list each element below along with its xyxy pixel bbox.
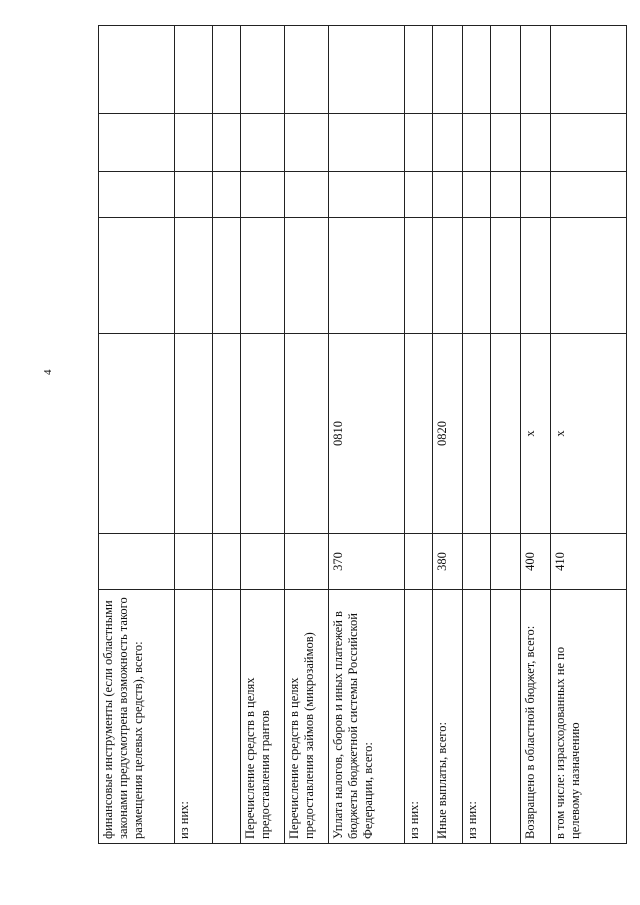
table-row bbox=[405, 26, 433, 844]
table-row bbox=[241, 26, 285, 844]
value-cell bbox=[551, 172, 627, 218]
value-cell bbox=[433, 26, 463, 114]
table-row bbox=[463, 26, 491, 844]
value-cell bbox=[433, 114, 463, 172]
value-cell bbox=[285, 26, 329, 114]
value-cell bbox=[241, 26, 285, 114]
table-row bbox=[213, 26, 241, 844]
row-label: Перечисление средств в целях предоставления грантов bbox=[241, 590, 285, 844]
row-code bbox=[285, 534, 329, 590]
row-kbk: x bbox=[521, 334, 551, 534]
row-code bbox=[175, 534, 213, 590]
value-cell bbox=[285, 218, 329, 334]
value-cell bbox=[405, 114, 433, 172]
value-cell bbox=[433, 172, 463, 218]
value-cell bbox=[491, 114, 521, 172]
row-kbk bbox=[405, 334, 433, 534]
value-cell bbox=[463, 218, 491, 334]
value-cell bbox=[213, 114, 241, 172]
row-label: из них: bbox=[175, 590, 213, 844]
value-cell bbox=[241, 114, 285, 172]
value-cell bbox=[99, 218, 175, 334]
value-cell bbox=[213, 172, 241, 218]
value-cell bbox=[329, 172, 405, 218]
value-cell bbox=[329, 26, 405, 114]
report-table bbox=[98, 26, 626, 844]
value-cell bbox=[329, 114, 405, 172]
row-kbk bbox=[463, 334, 491, 534]
value-cell bbox=[551, 26, 627, 114]
row-label: Иные выплаты, всего: bbox=[433, 590, 463, 844]
row-code: 410 bbox=[551, 534, 627, 590]
row-code bbox=[241, 534, 285, 590]
row-code: 400 bbox=[521, 534, 551, 590]
value-cell bbox=[551, 114, 627, 172]
row-label: Перечисление средств в целях предоставления займов (микрозаймов) bbox=[285, 590, 329, 844]
table-row bbox=[329, 26, 405, 844]
value-cell bbox=[521, 114, 551, 172]
value-cell bbox=[521, 26, 551, 114]
value-cell bbox=[213, 26, 241, 114]
value-cell bbox=[463, 26, 491, 114]
value-cell bbox=[433, 218, 463, 334]
value-cell bbox=[175, 26, 213, 114]
row-code: 370 bbox=[329, 534, 405, 590]
value-cell bbox=[405, 172, 433, 218]
row-label: Возвращено в областной бюджет, всего: bbox=[521, 590, 551, 844]
value-cell bbox=[521, 218, 551, 334]
row-kbk bbox=[213, 334, 241, 534]
table-row bbox=[175, 26, 213, 844]
value-cell bbox=[405, 26, 433, 114]
table-row bbox=[491, 26, 521, 844]
row-label bbox=[213, 590, 241, 844]
row-code bbox=[405, 534, 433, 590]
table-row bbox=[551, 26, 627, 844]
value-cell bbox=[491, 172, 521, 218]
value-cell bbox=[175, 114, 213, 172]
value-cell bbox=[405, 218, 433, 334]
value-cell bbox=[241, 218, 285, 334]
value-cell bbox=[551, 218, 627, 334]
row-kbk bbox=[491, 334, 521, 534]
row-label: из них: bbox=[405, 590, 433, 844]
row-kbk bbox=[99, 334, 175, 534]
row-kbk: 0820 bbox=[433, 334, 463, 534]
row-label: финансовые инструменты (если областными законами предусмотрена возможность такого размещения целевых средств), всего: bbox=[99, 590, 175, 844]
row-kbk bbox=[285, 334, 329, 534]
table-row bbox=[285, 26, 329, 844]
table-row bbox=[433, 26, 463, 844]
row-code bbox=[213, 534, 241, 590]
row-kbk bbox=[241, 334, 285, 534]
value-cell bbox=[99, 114, 175, 172]
row-kbk bbox=[175, 334, 213, 534]
value-cell bbox=[213, 218, 241, 334]
row-label bbox=[491, 590, 521, 844]
row-code bbox=[99, 534, 175, 590]
value-cell bbox=[285, 114, 329, 172]
row-label: Уплата налогов, сборов и иных платежей в бюджеты бюджетной системы Российской Федерации, всего: bbox=[329, 590, 405, 844]
row-kbk: 0810 bbox=[329, 334, 405, 534]
value-cell bbox=[463, 114, 491, 172]
value-cell bbox=[99, 26, 175, 114]
row-label: из них: bbox=[463, 590, 491, 844]
value-cell bbox=[491, 218, 521, 334]
row-kbk: x bbox=[551, 334, 627, 534]
table-row bbox=[99, 26, 175, 844]
value-cell bbox=[99, 172, 175, 218]
value-cell bbox=[463, 172, 491, 218]
table-row bbox=[521, 26, 551, 844]
row-code: 380 bbox=[433, 534, 463, 590]
row-label: в том числе: израсходованных не по целевому назначению bbox=[551, 590, 627, 844]
page-number: 4 bbox=[42, 369, 54, 375]
value-cell bbox=[521, 172, 551, 218]
value-cell bbox=[329, 218, 405, 334]
value-cell bbox=[175, 172, 213, 218]
row-code bbox=[463, 534, 491, 590]
row-code bbox=[491, 534, 521, 590]
value-cell bbox=[491, 26, 521, 114]
value-cell bbox=[175, 218, 213, 334]
value-cell bbox=[241, 172, 285, 218]
value-cell bbox=[285, 172, 329, 218]
